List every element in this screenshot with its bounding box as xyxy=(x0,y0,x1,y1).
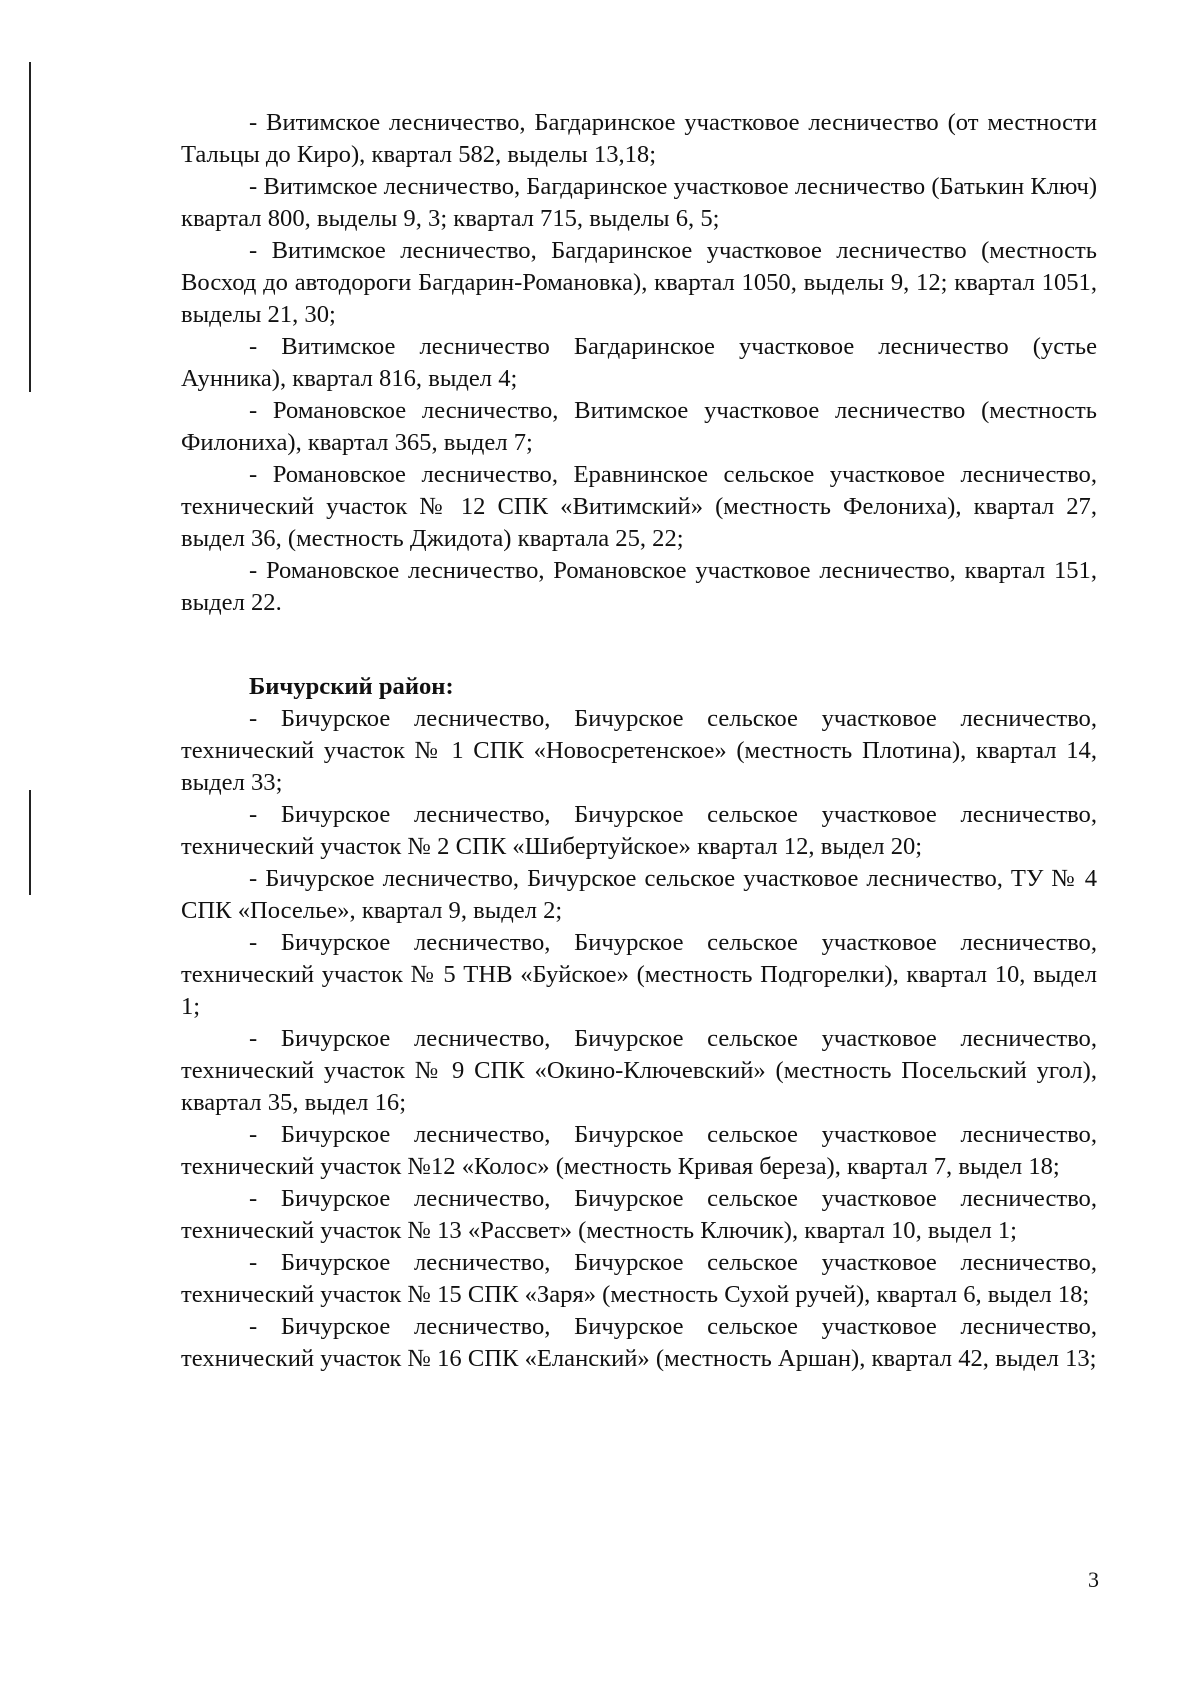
list-item: - Романовское лесничество, Еравнинское сельское участковое лесничество, технический участок № 12 СПК «Витимский» (местность Фелониха), квартал 27, выдел 36, (местность Джидота) квартала 25, 22; xyxy=(181,461,1097,552)
list-item: - Витимское лесничество, Багдаринское участковое лесничество (Батькин Ключ) квартал 800, выделы 9, 3; квартал 715, выделы 6, 5; xyxy=(181,173,1098,232)
list-item: - Бичурское лесничество, Бичурское сельское участковое лесничество, технический участок № 5 ТНВ «Буйское» (местность Подгорелки), квартал 10, выдел 1; xyxy=(181,929,1097,1020)
list-item: - Бичурское лесничество, Бичурское сельское участковое лесничество, технический участок № 16 СПК «Еланский» (местность Аршан), квартал 42, выдел 13; xyxy=(181,1313,1097,1372)
section-heading: Бичурский район: xyxy=(249,673,454,700)
list-item: - Романовское лесничество, Витимское участковое лесничество (местность Филониха), квартал 365, выдел 7; xyxy=(181,397,1097,456)
list-item: - Романовское лесничество, Романовское участковое лесничество, квартал 151, выдел 22. xyxy=(181,557,1097,616)
list-item: - Бичурское лесничество, Бичурское сельское участковое лесничество, ТУ № 4 СПК «Поселье», квартал 9, выдел 2; xyxy=(181,865,1097,924)
section-spacer xyxy=(181,619,1097,671)
list-item: - Витимское лесничество, Багдаринское участковое лесничество (от местности Тальцы до Киро), квартал 582, выделы 13,18; xyxy=(181,109,1097,168)
scan-margin-line-upper xyxy=(29,62,31,392)
list-item: - Витимское лесничество, Багдаринское участковое лесничество (местность Восход до автодороги Багдарин-Романовка), квартал 1050, выделы 9, 12; квартал 1051, выделы 21, 30; xyxy=(181,237,1097,328)
list-item: - Бичурское лесничество, Бичурское сельское участковое лесничество, технический участок № 1 СПК «Новосретенское» (местность Плотина), квартал 14, выдел 33; xyxy=(181,705,1097,796)
page-number: 3 xyxy=(1088,1567,1099,1592)
scan-margin-line-lower xyxy=(29,790,31,895)
list-item: - Витимское лесничество Багдаринское участковое лесничество (устье Аунника), квартал 816, выдел 4; xyxy=(181,333,1097,392)
document-body xyxy=(181,107,1097,1375)
list-item: - Бичурское лесничество, Бичурское сельское участковое лесничество, технический участок № 13 «Рассвет» (местность Ключик), квартал 10, выдел 1; xyxy=(181,1185,1097,1244)
list-item: - Бичурское лесничество, Бичурское сельское участковое лесничество, технический участок № 15 СПК «Заря» (местность Сухой ручей), квартал 6, выдел 18; xyxy=(181,1249,1097,1308)
list-item: - Бичурское лесничество, Бичурское сельское участковое лесничество, технический участок № 2 СПК «Шибертуйское» квартал 12, выдел 20; xyxy=(181,801,1097,860)
list-item: - Бичурское лесничество, Бичурское сельское участковое лесничество, технический участок № 9 СПК «Окино-Ключевский» (местность Посельский угол), квартал 35, выдел 16; xyxy=(181,1025,1097,1116)
list-item: - Бичурское лесничество, Бичурское сельское участковое лесничество, технический участок №12 «Колос» (местность Кривая береза), квартал 7, выдел 18; xyxy=(181,1121,1097,1180)
